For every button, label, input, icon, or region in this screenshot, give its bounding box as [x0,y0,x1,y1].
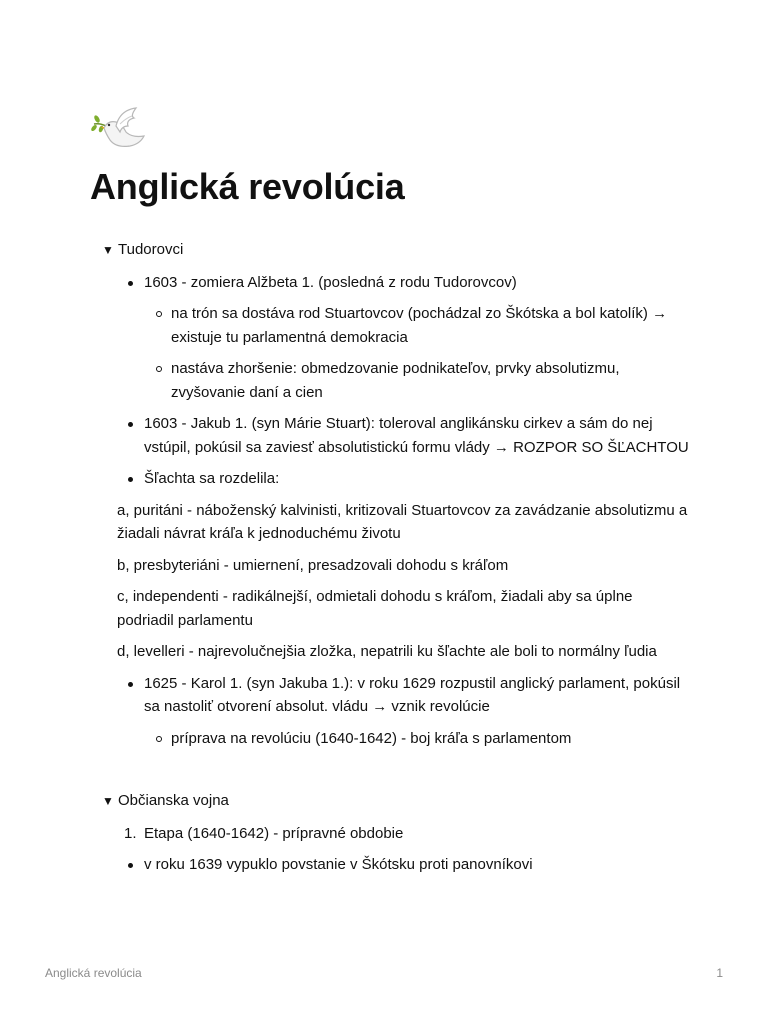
bullet-icon [128,422,133,427]
list-item [90,672,690,719]
bullet-icon [128,682,133,687]
list-item-text: 1625 - Karol 1. (syn Jakuba 1.): v roku 1629 rozpustil anglický parlament, pokúsil sa nastoliť otvorení absolut. vládu → vznik revolúcie [144,674,681,715]
paragraph: c, independenti - radikálnejší, odmietali dohodu s kráľom, žiadali aby sa úplne podriadil parlamentu [117,588,633,629]
paragraph: d, levelleri - najrevolučnejšia zložka, nepatrili ku šľachte ale boli to normálny ľudia [117,643,657,660]
list-number: 1. [124,824,137,842]
footer-page-number: 1 [716,966,723,980]
toggle-label: Tudorovci [118,241,184,258]
sub-list-item [90,727,690,751]
sub-list-item [90,302,690,349]
toggle-obcianska-vojna[interactable] [90,789,690,814]
list-item-text: Šľachta sa rozdelila: [144,470,280,487]
list-item-text: 1603 - zomiera Alžbeta 1. (posledná z rodu Tudorovcov) [144,273,517,291]
numbered-list-item [90,822,690,846]
dove-icon [90,104,148,152]
toggle-triangle-icon[interactable]: ▼ [102,243,114,257]
footer-document-name: Anglická revolúcia [45,966,142,980]
list-item [90,412,690,459]
list-item-text: nastáva zhoršenie: obmedzovanie podnikateľov, prvky absolutizmu, zvyšovanie daní a cien [171,360,620,401]
list-item-text: v roku 1639 vypuklo povstanie v Škótsku proti panovníkovi [144,856,533,873]
hollow-bullet-icon [156,366,162,372]
list-item-text: Etapa (1640-1642) - prípravné obdobie [144,824,404,842]
page-title: Anglická revolúcia [90,166,405,207]
list-item [90,271,690,295]
list-item [90,467,690,491]
list-item-text: na trón sa dostáva rod Stuartovcov (pochádzal zo Škótska a bol katolík) → existuje tu parlamentná demokracia [171,305,668,346]
toggle-tudorovci[interactable] [90,238,690,263]
toggle-label: Občianska vojna [118,792,229,809]
list-item-text: príprava na revolúciu (1640-1642) - boj kráľa s parlamentom [171,729,572,747]
list-item-text: 1603 - Jakub 1. (syn Márie Stuart): toleroval anglikánsku cirkev a sám do nej vstúpil, pokúsil sa zaviesť absolutistickú formu vlády → ROZPOR SO ŠĽACHTOU [144,415,689,456]
paragraph: b, presbyteriáni - umiernení, presadzovali dohodu s kráľom [117,556,509,574]
bullet-icon [128,281,133,286]
bullet-icon [128,863,133,868]
hollow-bullet-icon [156,736,162,742]
bullet-icon [128,477,133,482]
list-item [90,853,690,877]
paragraph: a, puritáni - náboženský kalvinisti, kritizovali Stuartovcov za zavádzanie absolutizmu a žiadali návrat kráľa k jednoduchému životu [117,501,688,542]
toggle-triangle-icon[interactable]: ▼ [102,794,114,808]
document-body [90,238,690,877]
sub-list-item [90,357,690,404]
hollow-bullet-icon [156,311,162,317]
